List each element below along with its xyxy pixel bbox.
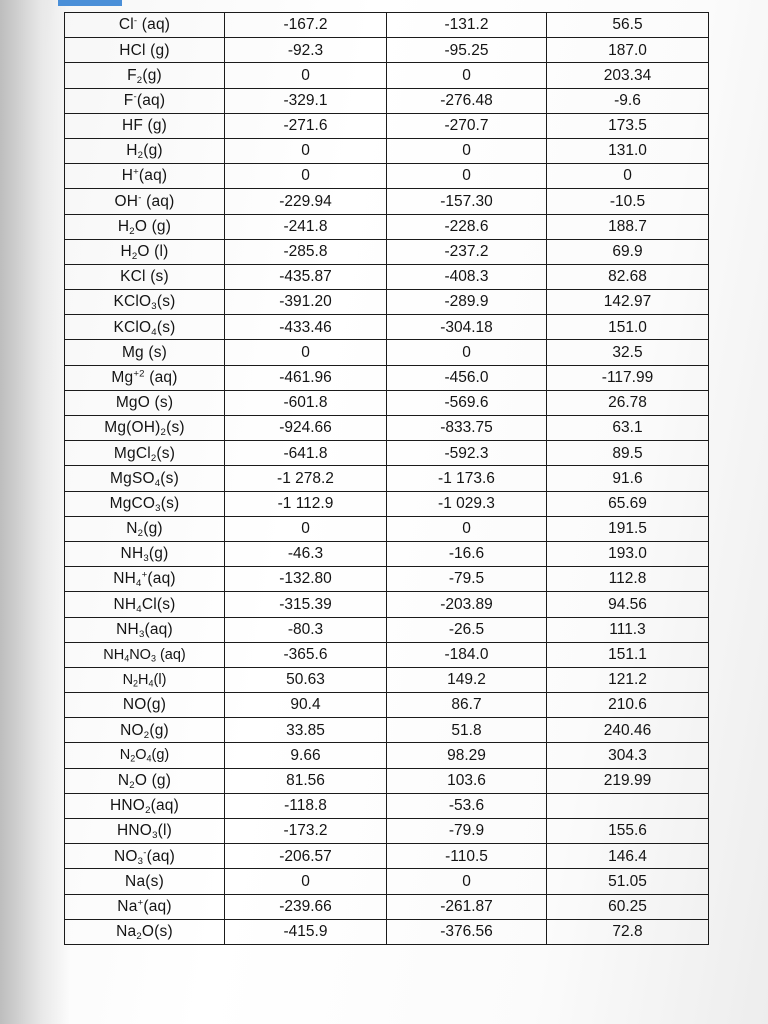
entropy-cell: -117.99	[547, 365, 709, 390]
entropy-cell: 151.1	[547, 642, 709, 667]
formula-text: H	[117, 217, 130, 235]
subscript: 4	[124, 653, 130, 664]
table-row	[65, 214, 709, 239]
enthalpy-cell: -239.66	[225, 894, 387, 919]
species-cell	[65, 164, 225, 189]
subscript: 2	[137, 527, 144, 539]
gibbs-energy-cell: -569.6	[387, 390, 547, 415]
formula-text: (g)	[148, 545, 169, 563]
table-row	[65, 189, 709, 214]
subscript: 2	[143, 729, 150, 741]
species-cell	[65, 869, 225, 894]
gibbs-energy-cell: -79.5	[387, 567, 547, 592]
species-cell	[65, 239, 225, 264]
enthalpy-cell: -365.6	[225, 642, 387, 667]
enthalpy-cell: -167.2	[225, 13, 387, 38]
gibbs-energy-cell: -289.9	[387, 290, 547, 315]
species-cell	[65, 214, 225, 239]
entropy-cell: 89.5	[547, 441, 709, 466]
species-cell	[65, 693, 225, 718]
gibbs-energy-cell: 51.8	[387, 718, 547, 743]
superscript: -	[138, 192, 142, 204]
subscript: 4	[151, 326, 157, 338]
formula-text: MgCl	[113, 444, 151, 462]
formula-text: KClO	[113, 293, 152, 311]
species-cell	[65, 894, 225, 919]
entropy-cell: 0	[547, 164, 709, 189]
formula-text: N	[117, 771, 130, 789]
enthalpy-cell: -924.66	[225, 416, 387, 441]
formula-text: NO	[129, 646, 151, 663]
entropy-cell: 304.3	[547, 743, 709, 768]
formula-text: NH	[113, 570, 137, 588]
entropy-cell: 240.46	[547, 718, 709, 743]
formula-text: (g)	[143, 142, 163, 160]
thermodynamic-data-table	[64, 12, 709, 945]
enthalpy-cell: -132.80	[225, 567, 387, 592]
species-cell	[65, 340, 225, 365]
formula-text: (s)	[156, 318, 176, 336]
entropy-cell: 187.0	[547, 38, 709, 63]
subscript: 4	[154, 477, 161, 489]
gibbs-energy-cell: -53.6	[387, 793, 547, 818]
gibbs-energy-cell: -833.75	[387, 416, 547, 441]
formula-text: F	[123, 91, 134, 109]
entropy-cell: 72.8	[547, 919, 709, 944]
species-cell	[65, 516, 225, 541]
subscript: 4	[146, 753, 152, 764]
enthalpy-cell: -1 112.9	[225, 491, 387, 516]
species-cell	[65, 466, 225, 491]
species-cell	[65, 441, 225, 466]
enthalpy-cell: 0	[225, 516, 387, 541]
superscript: -	[133, 16, 138, 28]
gibbs-energy-cell: -79.9	[387, 819, 547, 844]
entropy-cell: 94.56	[547, 592, 709, 617]
formula-text: O (g)	[134, 217, 172, 235]
table-row	[65, 264, 709, 289]
enthalpy-cell: 0	[225, 164, 387, 189]
table-row	[65, 416, 709, 441]
species-cell	[65, 38, 225, 63]
formula-text: (aq)	[146, 847, 175, 865]
entropy-cell: 191.5	[547, 516, 709, 541]
superscript: +	[137, 897, 144, 909]
entropy-cell: 155.6	[547, 819, 709, 844]
gibbs-energy-cell: -270.7	[387, 113, 547, 138]
subscript: 2	[137, 150, 144, 162]
table-row	[65, 919, 709, 944]
subscript: 2	[130, 753, 136, 764]
formula-text: H	[120, 243, 132, 261]
gibbs-energy-cell: -261.87	[387, 894, 547, 919]
formula-text: KClO	[113, 318, 152, 336]
enthalpy-cell: 0	[225, 340, 387, 365]
formula-text: (l)	[153, 671, 167, 688]
subscript: 3	[143, 553, 149, 565]
gibbs-energy-cell: 103.6	[387, 768, 547, 793]
table-row	[65, 617, 709, 642]
gibbs-energy-cell: 0	[387, 138, 547, 163]
enthalpy-cell: -391.20	[225, 290, 387, 315]
formula-text: O(s)	[141, 923, 173, 941]
formula-text: OH	[114, 192, 139, 210]
table-row	[65, 693, 709, 718]
entropy-cell: 131.0	[547, 138, 709, 163]
table-row	[65, 642, 709, 667]
gibbs-energy-cell: -237.2	[387, 239, 547, 264]
formula-text: KCl (s)	[120, 268, 169, 286]
table-row	[65, 869, 709, 894]
species-cell	[65, 390, 225, 415]
gibbs-energy-cell: 86.7	[387, 693, 547, 718]
formula-text: Mg(OH)	[104, 419, 161, 437]
gibbs-energy-cell: -110.5	[387, 844, 547, 869]
gibbs-energy-cell: -26.5	[387, 617, 547, 642]
entropy-cell	[547, 793, 709, 818]
enthalpy-cell: -461.96	[225, 365, 387, 390]
table-row	[65, 567, 709, 592]
gibbs-energy-cell: -376.56	[387, 919, 547, 944]
gibbs-energy-cell: -203.89	[387, 592, 547, 617]
gibbs-energy-cell: -131.2	[387, 13, 547, 38]
table-row	[65, 667, 709, 692]
enthalpy-cell: 90.4	[225, 693, 387, 718]
enthalpy-cell: 0	[225, 63, 387, 88]
entropy-cell: 112.8	[547, 567, 709, 592]
formula-text: Mg (s)	[121, 343, 168, 361]
formula-text: (g)	[151, 747, 170, 764]
gibbs-energy-cell: -228.6	[387, 214, 547, 239]
table-row	[65, 441, 709, 466]
table-row	[65, 138, 709, 163]
species-cell	[65, 819, 225, 844]
table-row	[65, 164, 709, 189]
subscript: 4	[148, 678, 154, 689]
enthalpy-cell: 33.85	[225, 718, 387, 743]
formula-text: (aq)	[141, 192, 175, 210]
formula-text: N	[122, 671, 134, 688]
entropy-cell: 65.69	[547, 491, 709, 516]
formula-text: NO	[120, 721, 144, 739]
superscript: +	[141, 570, 148, 582]
table-row	[65, 592, 709, 617]
enthalpy-cell: -241.8	[225, 214, 387, 239]
table-row	[65, 541, 709, 566]
entropy-cell: 193.0	[547, 541, 709, 566]
gibbs-energy-cell: -408.3	[387, 264, 547, 289]
subscript: 2	[129, 225, 135, 237]
table-row	[65, 718, 709, 743]
formula-text: N	[126, 520, 138, 538]
entropy-cell: 188.7	[547, 214, 709, 239]
table-row	[65, 38, 709, 63]
formula-text: Na	[117, 897, 138, 915]
entropy-cell: 121.2	[547, 667, 709, 692]
species-cell	[65, 315, 225, 340]
table-row	[65, 516, 709, 541]
formula-text: O (l)	[137, 243, 169, 261]
table-row	[65, 390, 709, 415]
entropy-cell: 82.68	[547, 264, 709, 289]
gibbs-energy-cell: -592.3	[387, 441, 547, 466]
table-row	[65, 239, 709, 264]
table-row	[65, 491, 709, 516]
formula-text: (s)	[156, 293, 176, 311]
formula-text: HNO	[117, 822, 153, 840]
species-cell	[65, 491, 225, 516]
formula-text: Na	[116, 923, 137, 941]
enthalpy-cell: -229.94	[225, 189, 387, 214]
entropy-cell: -10.5	[547, 189, 709, 214]
species-cell	[65, 541, 225, 566]
superscript: +	[133, 167, 139, 179]
species-cell	[65, 567, 225, 592]
table-body	[65, 13, 709, 945]
table-row	[65, 340, 709, 365]
gibbs-energy-cell: 0	[387, 869, 547, 894]
gibbs-energy-cell: -1 173.6	[387, 466, 547, 491]
formula-text: (aq)	[138, 167, 168, 185]
table-row	[65, 768, 709, 793]
table-row	[65, 844, 709, 869]
enthalpy-cell: -285.8	[225, 239, 387, 264]
enthalpy-cell: -80.3	[225, 617, 387, 642]
formula-text: (g)	[149, 721, 169, 739]
species-cell	[65, 13, 225, 38]
enthalpy-cell: -641.8	[225, 441, 387, 466]
species-cell	[65, 592, 225, 617]
entropy-cell: 142.97	[547, 290, 709, 315]
formula-text: MgCO	[109, 494, 156, 512]
species-cell	[65, 63, 225, 88]
subscript: 2	[150, 452, 157, 464]
enthalpy-cell: -433.46	[225, 315, 387, 340]
formula-text: (aq)	[155, 646, 186, 663]
formula-text: MgO (s)	[115, 394, 174, 412]
table-row	[65, 63, 709, 88]
gibbs-energy-cell: -16.6	[387, 541, 547, 566]
entropy-cell: 146.4	[547, 844, 709, 869]
formula-text: NO(g)	[122, 696, 167, 714]
gibbs-energy-cell: 0	[387, 516, 547, 541]
superscript: +2	[133, 368, 145, 380]
entropy-cell: 151.0	[547, 315, 709, 340]
formula-text: O	[135, 747, 147, 764]
formula-text: NO	[114, 847, 138, 865]
formula-text: (g)	[143, 520, 163, 538]
formula-text: (aq)	[147, 570, 176, 588]
gibbs-energy-cell: 98.29	[387, 743, 547, 768]
species-cell	[65, 88, 225, 113]
entropy-cell: 26.78	[547, 390, 709, 415]
species-cell	[65, 793, 225, 818]
species-cell	[65, 718, 225, 743]
enthalpy-cell: 0	[225, 138, 387, 163]
enthalpy-cell: -1 278.2	[225, 466, 387, 491]
enthalpy-cell: 81.56	[225, 768, 387, 793]
formula-text: NH	[116, 620, 139, 638]
species-cell	[65, 844, 225, 869]
superscript: -	[133, 91, 137, 103]
entropy-cell: -9.6	[547, 88, 709, 113]
species-cell	[65, 416, 225, 441]
enthalpy-cell: -46.3	[225, 541, 387, 566]
formula-text: O (g)	[134, 771, 172, 789]
table-row	[65, 113, 709, 138]
formula-text: (s)	[160, 469, 179, 487]
formula-text: H	[126, 142, 138, 160]
entropy-cell: 111.3	[547, 617, 709, 642]
entropy-cell: 32.5	[547, 340, 709, 365]
page-shadow-edge	[0, 0, 70, 1024]
species-cell	[65, 189, 225, 214]
table-row	[65, 290, 709, 315]
enthalpy-cell: -206.57	[225, 844, 387, 869]
enthalpy-cell: 9.66	[225, 743, 387, 768]
entropy-cell: 69.9	[547, 239, 709, 264]
entropy-cell: 51.05	[547, 869, 709, 894]
formula-text: F	[127, 66, 137, 84]
enthalpy-cell: -271.6	[225, 113, 387, 138]
species-cell	[65, 743, 225, 768]
formula-text: MgSO	[110, 469, 155, 487]
species-cell	[65, 264, 225, 289]
gibbs-energy-cell: 0	[387, 340, 547, 365]
formula-text: (l)	[157, 822, 172, 840]
table-row	[65, 365, 709, 390]
enthalpy-cell: -435.87	[225, 264, 387, 289]
gibbs-energy-cell: -276.48	[387, 88, 547, 113]
formula-text: Cl	[118, 16, 134, 34]
formula-text: (s)	[160, 494, 180, 512]
subscript: 2	[131, 250, 138, 262]
subscript: 3	[138, 628, 145, 640]
formula-text: NH	[103, 646, 125, 663]
formula-text: H	[138, 671, 149, 688]
table-row	[65, 894, 709, 919]
enthalpy-cell: 0	[225, 869, 387, 894]
species-cell	[65, 768, 225, 793]
formula-text: Mg	[111, 368, 134, 386]
entropy-cell: 91.6	[547, 466, 709, 491]
gibbs-energy-cell: -95.25	[387, 38, 547, 63]
entropy-cell: 60.25	[547, 894, 709, 919]
gibbs-energy-cell: -157.30	[387, 189, 547, 214]
formula-text: NH	[120, 545, 144, 563]
entropy-cell: 56.5	[547, 13, 709, 38]
formula-text: HF (g)	[121, 117, 168, 135]
table-row	[65, 743, 709, 768]
enthalpy-cell: -329.1	[225, 88, 387, 113]
table-row	[65, 793, 709, 818]
formula-text: H	[121, 167, 134, 185]
formula-text: (s)	[166, 419, 185, 437]
table-row	[65, 88, 709, 113]
subscript: 3	[137, 855, 144, 867]
formula-text: (aq)	[150, 797, 179, 815]
table-row	[65, 819, 709, 844]
species-cell	[65, 667, 225, 692]
subscript: 2	[136, 930, 142, 942]
formula-text: Cl(s)	[141, 595, 176, 613]
formula-text: HNO	[110, 797, 146, 815]
formula-text: (s)	[156, 444, 176, 462]
entropy-cell: 63.1	[547, 416, 709, 441]
enthalpy-cell: -92.3	[225, 38, 387, 63]
species-cell	[65, 617, 225, 642]
enthalpy-cell: 50.63	[225, 667, 387, 692]
formula-text: Na(s)	[125, 872, 164, 890]
entropy-cell: 203.34	[547, 63, 709, 88]
subscript: 2	[129, 779, 135, 791]
gibbs-energy-cell: 149.2	[387, 667, 547, 692]
subscript: 3	[152, 830, 158, 842]
subscript: 2	[133, 678, 139, 689]
subscript: 3	[150, 653, 156, 664]
enthalpy-cell: -315.39	[225, 592, 387, 617]
subscript: 2	[145, 805, 151, 817]
subscript: 3	[151, 301, 157, 313]
gibbs-energy-cell: 0	[387, 164, 547, 189]
species-cell	[65, 290, 225, 315]
species-cell	[65, 113, 225, 138]
enthalpy-cell: -118.8	[225, 793, 387, 818]
enthalpy-cell: -601.8	[225, 390, 387, 415]
formula-text: N	[119, 747, 131, 764]
gibbs-energy-cell: -184.0	[387, 642, 547, 667]
enthalpy-cell: -173.2	[225, 819, 387, 844]
species-cell	[65, 365, 225, 390]
entropy-cell: 210.6	[547, 693, 709, 718]
entropy-cell: 173.5	[547, 113, 709, 138]
enthalpy-cell: -415.9	[225, 919, 387, 944]
gibbs-energy-cell: -304.18	[387, 315, 547, 340]
formula-text: (g)	[142, 66, 162, 84]
subscript: 2	[136, 74, 143, 86]
superscript: -	[143, 847, 147, 859]
gibbs-energy-cell: -1 029.3	[387, 491, 547, 516]
formula-text: HCl (g)	[119, 41, 170, 59]
formula-text: NH	[113, 595, 137, 613]
formula-text: (aq)	[144, 620, 173, 638]
gibbs-energy-cell: 0	[387, 63, 547, 88]
subscript: 2	[160, 427, 167, 439]
subscript: 3	[155, 502, 161, 514]
table-row	[65, 13, 709, 38]
table-row	[65, 315, 709, 340]
table-row	[65, 466, 709, 491]
gibbs-energy-cell: -456.0	[387, 365, 547, 390]
species-cell	[65, 642, 225, 667]
formula-text: (aq)	[136, 91, 166, 109]
blue-tab-marker	[58, 0, 122, 6]
subscript: 4	[136, 578, 142, 590]
formula-text: (aq)	[137, 16, 171, 34]
species-cell	[65, 919, 225, 944]
formula-text: (aq)	[143, 897, 172, 915]
formula-text: (aq)	[144, 368, 178, 386]
species-cell	[65, 138, 225, 163]
subscript: 4	[136, 603, 142, 615]
entropy-cell: 219.99	[547, 768, 709, 793]
